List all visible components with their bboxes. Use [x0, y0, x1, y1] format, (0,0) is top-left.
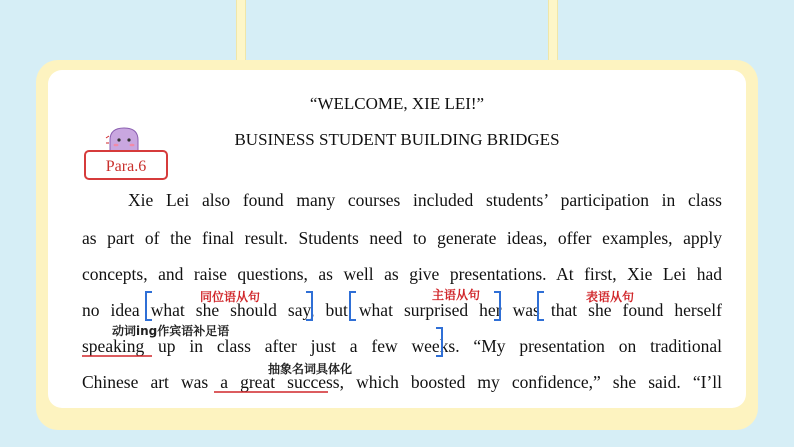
paragraph-line: Xie Lei also found many courses included students’ participation in class	[128, 190, 722, 210]
paragraph-line: no idea what she should say, but what surprised her was that she found herself	[82, 300, 722, 320]
annotation-appositive-clause: 同位语从句	[200, 290, 261, 304]
paragraph-line: Chinese art was a great success, which boosted my confidence,” she said. “I’ll	[82, 372, 722, 392]
annotation-predicative-clause: 表语从句	[586, 290, 635, 304]
article-title: “WELCOME, XIE LEI!”	[309, 94, 485, 113]
paragraph-badge: Para.6	[84, 150, 168, 180]
article-subtitle: BUSINESS STUDENT BUILDING BRIDGES	[234, 130, 560, 149]
annotation-verb-ing: 动词ing作宾语补足语	[112, 324, 230, 338]
paragraph-line: speaking up in class after just a few weeks. “My presentation on traditional	[82, 336, 722, 356]
paragraph-line: concepts, and raise questions, as well as give presentations. At first, Xie Lei had	[82, 264, 722, 284]
paragraph-line: as part of the final result. Students need to generate ideas, offer examples, apply	[82, 228, 722, 248]
annotation-subject-clause: 主语从句	[432, 288, 481, 302]
content-panel	[48, 70, 746, 408]
annotation-abstract-noun: 抽象名词具体化	[268, 362, 353, 376]
hanging-strip-left	[236, 0, 246, 62]
hanging-strip-right	[548, 0, 558, 62]
